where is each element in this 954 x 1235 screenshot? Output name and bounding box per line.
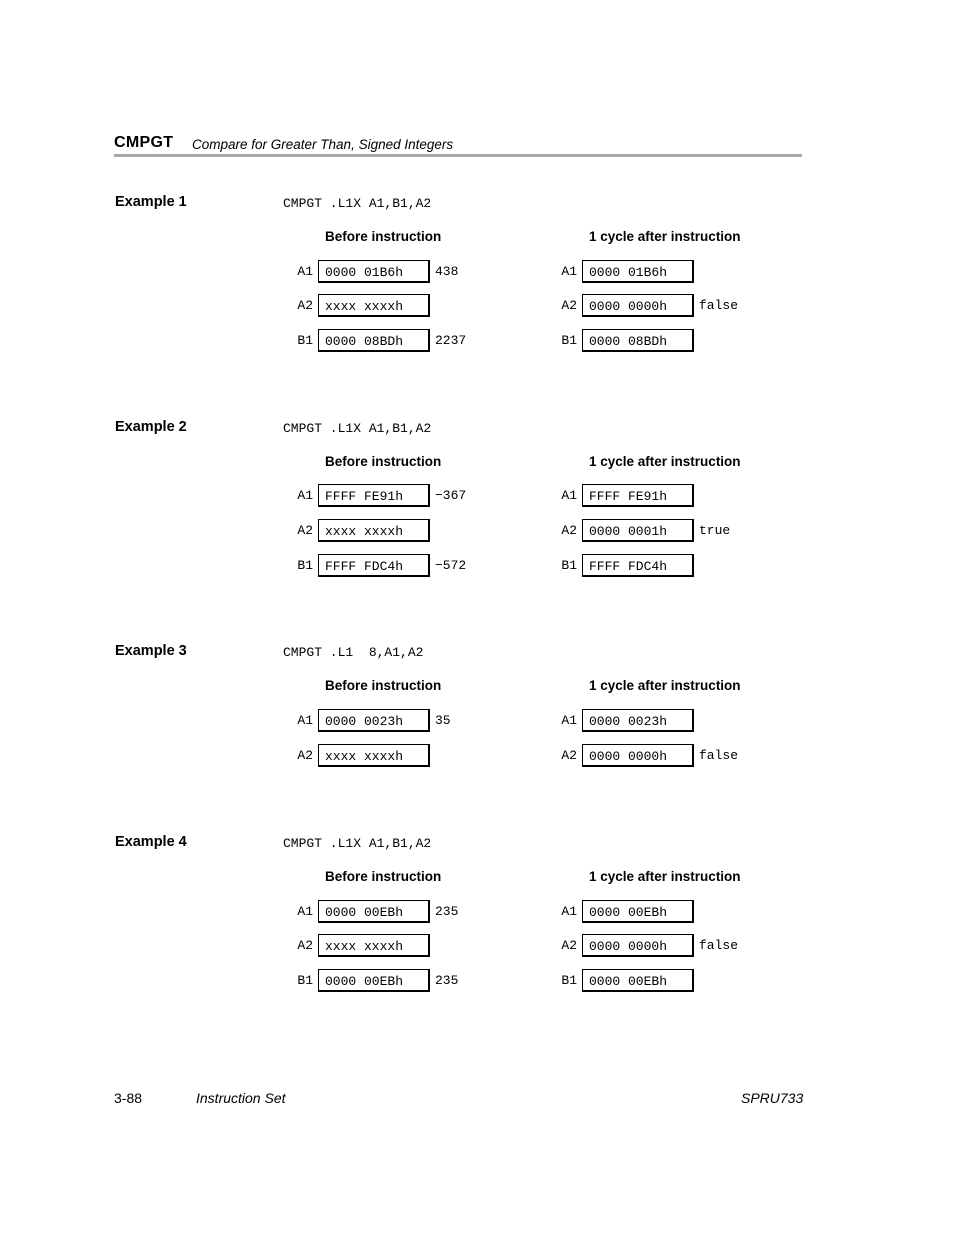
- register-value-box: 0000 00EBh: [582, 969, 694, 992]
- example-label: Example 4: [115, 834, 187, 850]
- example-label: Example 1: [115, 194, 187, 210]
- register-value-box: FFFF FE91h: [582, 484, 694, 507]
- register-name: A2: [561, 523, 577, 538]
- register-name: A1: [561, 488, 577, 503]
- register-name: A1: [297, 713, 313, 728]
- after-heading: 1 cycle after instruction: [589, 869, 741, 884]
- register-value-box: 0000 0001h: [582, 519, 694, 542]
- register-value-box: FFFF FDC4h: [318, 554, 430, 577]
- register-note: 2237: [435, 333, 467, 348]
- register-row: [559, 329, 819, 355]
- register-value-box: 0000 01B6h: [318, 260, 430, 283]
- register-name: A1: [297, 488, 313, 503]
- document-id: SPRU733: [741, 1090, 804, 1106]
- example-label: Example 2: [115, 419, 187, 435]
- before-heading: Before instruction: [325, 454, 442, 469]
- after-heading: 1 cycle after instruction: [589, 454, 741, 469]
- register-row: [295, 329, 555, 355]
- page-number: 3-88: [114, 1090, 143, 1106]
- register-value-box: 0000 0000h: [582, 744, 694, 767]
- register-note: −572: [435, 558, 467, 573]
- register-value-box: 0000 0023h: [318, 709, 430, 732]
- register-name: A2: [561, 748, 577, 763]
- register-row: [295, 934, 555, 960]
- register-value-box: 0000 0000h: [582, 934, 694, 957]
- register-row: [295, 554, 555, 580]
- register-row: [559, 554, 819, 580]
- register-row: [559, 709, 819, 735]
- register-row: [295, 709, 555, 735]
- register-row: [559, 519, 819, 545]
- register-name: B1: [297, 558, 313, 573]
- example-code: CMPGT .L1 8,A1,A2: [283, 645, 424, 660]
- register-name: A1: [561, 904, 577, 919]
- instruction-subtitle: Compare for Greater Than, Signed Integers: [192, 137, 454, 152]
- after-heading: 1 cycle after instruction: [589, 229, 741, 244]
- register-value-box: xxxx xxxxh: [318, 934, 430, 957]
- register-value-box: 0000 00EBh: [318, 900, 430, 923]
- register-value-box: xxxx xxxxh: [318, 519, 430, 542]
- example-code: CMPGT .L1X A1,B1,A2: [283, 836, 432, 851]
- register-row: [295, 260, 555, 286]
- section-name: Instruction Set: [196, 1090, 286, 1106]
- register-name: A2: [297, 523, 313, 538]
- register-row: [559, 969, 819, 995]
- example-label: Example 3: [115, 643, 187, 659]
- register-value-box: 0000 00EBh: [582, 900, 694, 923]
- register-name: B1: [561, 558, 577, 573]
- register-value-box: FFFF FDC4h: [582, 554, 694, 577]
- register-value-box: 0000 08BDh: [582, 329, 694, 352]
- register-name: A2: [297, 938, 313, 953]
- register-value-box: FFFF FE91h: [318, 484, 430, 507]
- register-row: [295, 900, 555, 926]
- register-name: A2: [561, 938, 577, 953]
- register-value-box: 0000 0023h: [582, 709, 694, 732]
- register-value-box: 0000 01B6h: [582, 260, 694, 283]
- register-value-box: xxxx xxxxh: [318, 744, 430, 767]
- before-heading: Before instruction: [325, 678, 442, 693]
- register-name: A1: [561, 713, 577, 728]
- register-row: [559, 900, 819, 926]
- example-code: CMPGT .L1X A1,B1,A2: [283, 421, 432, 436]
- register-value-box: 0000 00EBh: [318, 969, 430, 992]
- register-note: 235: [435, 973, 459, 988]
- register-row: [559, 260, 819, 286]
- register-name: B1: [561, 973, 577, 988]
- register-value-box: 0000 0000h: [582, 294, 694, 317]
- register-row: [559, 484, 819, 510]
- instruction-title: CMPGT: [114, 134, 174, 151]
- register-row: [295, 519, 555, 545]
- register-value-box: 0000 08BDh: [318, 329, 430, 352]
- register-note: 438: [435, 264, 459, 279]
- register-row: [295, 294, 555, 320]
- register-row: [559, 934, 819, 960]
- register-row: [295, 484, 555, 510]
- register-name: A1: [297, 264, 313, 279]
- header-divider: [114, 154, 802, 157]
- register-name: A2: [297, 748, 313, 763]
- register-name: A1: [561, 264, 577, 279]
- register-note: false: [699, 748, 739, 763]
- register-row: [295, 744, 555, 770]
- register-name: A2: [561, 298, 577, 313]
- register-note: 35: [435, 713, 451, 728]
- example-code: CMPGT .L1X A1,B1,A2: [283, 196, 432, 211]
- register-note: −367: [435, 488, 467, 503]
- register-name: B1: [561, 333, 577, 348]
- register-name: B1: [297, 973, 313, 988]
- register-row: [559, 744, 819, 770]
- register-name: A2: [297, 298, 313, 313]
- register-name: B1: [297, 333, 313, 348]
- register-row: [295, 969, 555, 995]
- register-name: A1: [297, 904, 313, 919]
- register-row: [559, 294, 819, 320]
- register-note: false: [699, 938, 739, 953]
- register-value-box: xxxx xxxxh: [318, 294, 430, 317]
- after-heading: 1 cycle after instruction: [589, 678, 741, 693]
- register-note: false: [699, 298, 739, 313]
- register-note: 235: [435, 904, 459, 919]
- before-heading: Before instruction: [325, 869, 442, 884]
- before-heading: Before instruction: [325, 229, 442, 244]
- register-note: true: [699, 523, 731, 538]
